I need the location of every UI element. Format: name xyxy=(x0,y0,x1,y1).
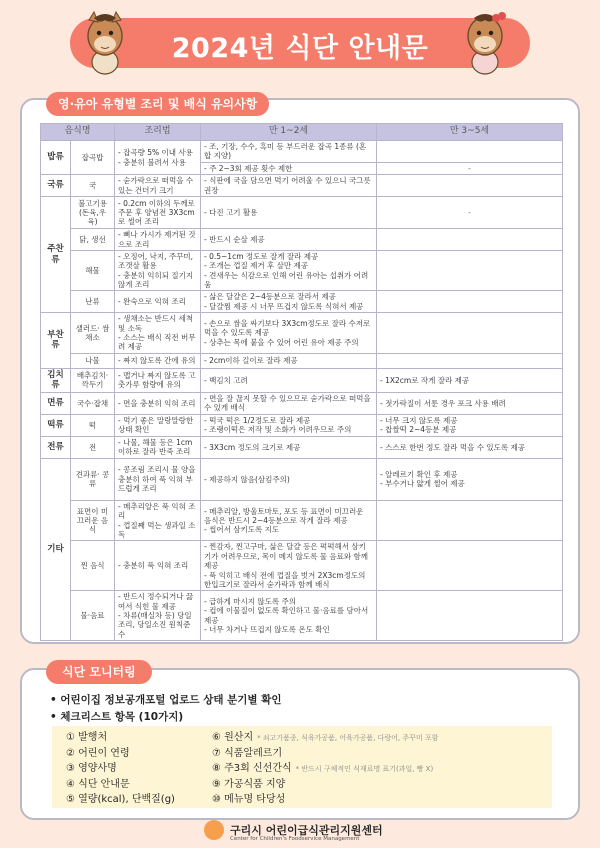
age35-cell xyxy=(377,250,563,291)
age12-cell: - 삶은 달걀은 2~4등분으로 잘라서 제공 - 달걀찜 제공 시 너무 뜨겁지 않도록 식혀서 제공 xyxy=(201,291,377,313)
table-row xyxy=(41,197,563,229)
age35-cell xyxy=(377,541,563,591)
checklist-note: * 쇠고기품종, 식육가공품, 어육가공품, 다랑어, 주꾸미 포함 xyxy=(257,734,439,742)
table-row xyxy=(41,458,563,500)
bullet-upload-check: • 어린이집 정보공개포털 업로드 상태 분기별 확인 xyxy=(50,694,282,706)
food-name-cell: 전 xyxy=(71,436,115,458)
table-row xyxy=(41,392,563,414)
age12-cell: - 급하게 마시지 않도록 주의 - 컵에 이물질이 없도록 확인하고 물·음료를 담아서 제공 - 너무 차거나 뜨겁지 않도록 온도 확인 xyxy=(201,591,377,641)
food-name-cell: 견과류· 콩류 xyxy=(71,458,115,500)
category-cell: 주찬류 xyxy=(41,197,71,313)
age12-cell: - 반드시 순살 제공 xyxy=(201,229,377,251)
age35-cell xyxy=(377,353,563,368)
table-row xyxy=(41,591,563,641)
age12-cell: - 식판에 국을 담으면 먹기 어려울 수 있으니 국그릇 권장 xyxy=(201,175,377,197)
age12-cell: - 조, 기장, 수수, 흑미 등 부드러운 잡곡 1종류 (혼합 지양) xyxy=(201,141,377,163)
section-title-guidelines: 영·유아 유형별 조리 및 배식 유의사항 xyxy=(46,92,269,116)
page-title: 2024년 식단 안내문 xyxy=(171,33,429,64)
header-age12: 만 1~2세 xyxy=(201,124,377,141)
center-logo-icon xyxy=(204,820,224,840)
food-name-cell: 국수·잡채 xyxy=(71,392,115,414)
checklist-label: ③ 영양사명 xyxy=(66,763,117,774)
food-name-cell: 난류 xyxy=(71,291,115,313)
method-cell: - 완숙으로 익혀 조리 xyxy=(115,291,201,313)
age35-cell: - 젓가락질이 서툰 경우 포크 사용 배려 xyxy=(377,392,563,414)
table-row xyxy=(41,500,563,541)
checklist-item xyxy=(66,790,179,805)
age35-cell xyxy=(377,175,563,197)
category-cell: 밥류 xyxy=(41,141,71,175)
table-header-row xyxy=(41,124,563,141)
method-cell: - 맵거나 짜지 않도록 고춧가루 함량에 유의 xyxy=(115,368,201,392)
table-row xyxy=(41,436,563,458)
food-name-cell: 닭, 생선 xyxy=(71,229,115,251)
method-cell: - 생채소는 반드시 세척 및 소독 - 소스는 배식 직전 버무려 제공 xyxy=(115,313,201,354)
category-cell: 기타 xyxy=(41,458,71,640)
footer-center-english: Center for Children's Foodservice Management xyxy=(230,836,360,842)
checklist-label: ④ 식단 안내문 xyxy=(66,778,130,790)
age12-cell: - 0.5~1cm 정도로 잘게 잘라 제공 - 조개는 껍질 제거 후 살만 제공 - 견새우는 식감으로 인해 어린 유아는 섭취가 어려움 xyxy=(201,250,377,291)
checklist-label: ② 어린이 연령 xyxy=(66,747,130,759)
table-row xyxy=(41,313,563,354)
method-cell: - 먹기 좋은 말랑말랑한 상태 확인 xyxy=(115,414,201,436)
age35-cell xyxy=(377,500,563,541)
method-cell: - 나물, 해물 등은 1cm 이하로 잘라 반죽 조리 xyxy=(115,436,201,458)
table-row xyxy=(41,229,563,251)
method-cell: - 면을 충분히 익혀 조리 xyxy=(115,392,201,414)
checklist-item xyxy=(66,744,134,759)
table-row xyxy=(41,175,563,197)
age35-cell: - 스스로 한번 정도 잘라 먹을 수 있도록 제공 xyxy=(377,436,563,458)
method-cell: - 반드시 정수되거나 끓여서 식힌 물 제공 - 차류(매실차 등) 당일조리, 당일소진 원칙준수 xyxy=(115,591,201,641)
guidelines-table xyxy=(40,123,563,641)
checklist-item xyxy=(66,759,121,774)
checklist-item xyxy=(212,775,289,790)
checklist-label: ⑥ 원산지 xyxy=(212,732,254,743)
age35-cell xyxy=(377,229,563,251)
age12-cell: - 메추리알, 방울토마토, 포도 등 표면이 미끄러운 음식은 반드시 2~4등분으로 작게 잘라 제공 - 씹어서 삼키도록 지도 xyxy=(201,500,377,541)
header-age35: 만 3~5세 xyxy=(377,124,563,141)
age12-cell: - 주 2~3회 제공 횟수 제한 xyxy=(201,162,377,174)
bullet-checklist: • 체크리스트 항목 (10가지) xyxy=(50,711,184,723)
food-name-cell: 찐 음식 xyxy=(71,541,115,591)
checklist-item xyxy=(212,790,289,805)
checklist-label: ⑧ 주3회 신선간식 xyxy=(212,763,292,774)
method-cell: - 메추리알은 푹 익혀 조리 - 껍질째 먹는 생과일 소독 xyxy=(115,500,201,541)
horse-mascot-right xyxy=(460,10,510,78)
age12-cell: - 면을 잘 끊지 못할 수 있으므로 숟가락으로 떠먹을 수 있게 배식 xyxy=(201,392,377,414)
table-row xyxy=(41,250,563,291)
table-row xyxy=(41,141,563,163)
age35-cell xyxy=(377,591,563,641)
method-cell: - 뼈나 가시가 제거된 것으로 조리 xyxy=(115,229,201,251)
food-name-cell: 물·음료 xyxy=(71,591,115,641)
checklist-label: ⑨ 가공식품 지양 xyxy=(212,778,286,790)
food-name-cell: 배추김치· 깍두기 xyxy=(71,368,115,392)
age35-cell: - 1X2cm로 작게 잘라 제공 xyxy=(377,368,563,392)
food-name-cell: 잡곡밥 xyxy=(71,141,115,175)
food-name-cell: 국 xyxy=(71,175,115,197)
age12-cell: - 3X3cm 정도의 크기로 제공 xyxy=(201,436,377,458)
method-cell: - 오징어, 낙지, 주꾸미, 조갯살 활용 - 충분히 익히되 질기지 않게 조리 xyxy=(115,250,201,291)
table-row xyxy=(41,368,563,392)
method-cell: - 충분히 푹 익혀 조리 xyxy=(115,541,201,591)
table-row xyxy=(41,291,563,313)
category-cell: 김치류 xyxy=(41,368,71,392)
food-name-cell: 표면이 미끄러운 음식 xyxy=(71,500,115,541)
header-food: 음식명 xyxy=(41,124,115,141)
method-cell: - 0.2cm 이하의 두께로 주문 후 양념전 3X3cm로 썰어 조리 xyxy=(115,197,201,229)
category-cell: 국류 xyxy=(41,175,71,197)
age35-cell xyxy=(377,291,563,313)
age35-cell: - xyxy=(377,162,563,174)
age12-cell: - 제공하지 않음(삼킴주의) xyxy=(201,458,377,500)
checklist-item xyxy=(212,759,433,774)
method-cell: - 짜지 않도록 간에 유의 xyxy=(115,353,201,368)
header-method: 조리법 xyxy=(115,124,201,141)
age12-cell: - 손으로 쌈을 싸기보다 3X3cm정도로 잘라 수저로 먹을 수 있도록 제공 - 상추는 목에 붙을 수 있어 어린 유아 제공 주의 xyxy=(201,313,377,354)
checklist-item xyxy=(212,728,438,743)
category-cell: 떡류 xyxy=(41,414,71,436)
method-cell: - 숟가락으로 떠먹을 수 있는 건더기 크기 xyxy=(115,175,201,197)
food-name-cell: 나물 xyxy=(71,353,115,368)
checklist-note: * 반드시 구체적인 식재료명 표기(과일, 빵 X) xyxy=(295,765,434,773)
age12-cell: - 떡국 떡은 1/2정도로 잘라 제공 - 조랭이떡은 저작 및 소화가 어려우므로 주의 xyxy=(201,414,377,436)
category-cell: 면류 xyxy=(41,392,71,414)
food-name-cell: 불고기용 (돈육,우육) xyxy=(71,197,115,229)
checklist-label: ⑩ 메뉴명 타당성 xyxy=(212,794,286,805)
age35-cell xyxy=(377,313,563,354)
category-cell: 전류 xyxy=(41,436,71,458)
horse-mascot-left xyxy=(80,10,130,78)
method-cell: - 콩조림 조리시 물 양을 충분히 하여 푹 익혀 부드럽게 조리 xyxy=(115,458,201,500)
age12-cell: - 다진 고기 활용 xyxy=(201,197,377,229)
age12-cell: - 2cm이하 길이로 잘라 제공 xyxy=(201,353,377,368)
section-title-monitoring: 식단 모니터링 xyxy=(46,660,152,684)
age35-cell: - 너무 크지 않도록 제공 - 찹쌀떡 2~4등분 제공 xyxy=(377,414,563,436)
table-row xyxy=(41,353,563,368)
method-cell: - 잡곡량 5% 이내 사용 - 충분히 불려서 사용 xyxy=(115,141,201,175)
checklist-label: ⑤ 열량(kcal), 단백질(g) xyxy=(66,794,175,805)
checklist-label: ⑦ 식품알레르기 xyxy=(212,747,283,759)
age12-cell: - 찐감자, 찐고구마, 삶은 달걀 등은 퍽퍽해서 삼키기가 어려우므로, 목이 메지 않도록 물 음료와 함께 제공 - 푹 익히고 배식 전에 껍질을 벗겨 2X3cm정도의 한입크기로 잘라서 숟가락과 함께 배식 xyxy=(201,541,377,591)
food-name-cell: 해물 xyxy=(71,250,115,291)
age12-cell: - 백김치 고려 xyxy=(201,368,377,392)
checklist-item xyxy=(212,744,286,759)
checklist-item xyxy=(66,728,111,743)
footer-center-name: 구리시 어린이급식관리지원센터 xyxy=(230,824,383,837)
age35-cell: - xyxy=(377,197,563,229)
checklist-item xyxy=(66,775,134,790)
category-cell: 부찬류 xyxy=(41,313,71,369)
checklist-label: ① 발행처 xyxy=(66,732,108,743)
age35-cell xyxy=(377,141,563,163)
food-name-cell: 떡 xyxy=(71,414,115,436)
age35-cell: - 알레르기 확인 후 제공 - 부수거나 얇게 썰어 제공 xyxy=(377,458,563,500)
table-row xyxy=(41,414,563,436)
table-row xyxy=(41,541,563,591)
food-name-cell: 샐러드· 쌈채소 xyxy=(71,313,115,354)
